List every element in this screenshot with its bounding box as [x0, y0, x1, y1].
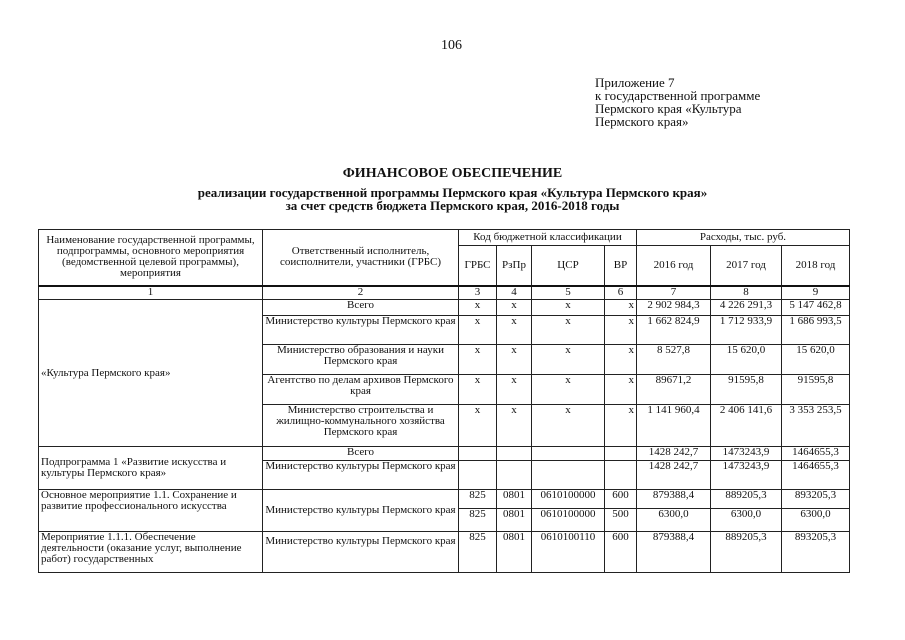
cell-2016: 879388,4 [637, 490, 711, 509]
header-year-2018: 2018 год [782, 246, 850, 286]
cell-2016: 1 662 824,9 [637, 316, 711, 345]
cell-csr: 0610100000 [532, 509, 605, 532]
cell-2017: 4 226 291,3 [711, 300, 782, 316]
header-budget-code: Код бюджетной классификации [459, 230, 637, 246]
cell-vr [605, 461, 637, 490]
cell-2016: 6300,0 [637, 509, 711, 532]
cell-2016: 879388,4 [637, 532, 711, 573]
event-name: Мероприятие 1.1.1. Обеспечение деятельности (оказание услуг, выполнение работ) государственных [39, 532, 263, 573]
cell-rzpr [497, 447, 532, 461]
header-expenses: Расходы, тыс. руб. [637, 230, 850, 246]
cell-2016: 1 141 960,4 [637, 405, 711, 447]
row-who: Министерство культуры Пермского края [263, 490, 459, 532]
cell-csr: х [532, 316, 605, 345]
table-row [39, 447, 850, 461]
subtitle-line-2: за счет средств бюджета Пермского края, 2016-2018 годы [285, 198, 620, 213]
column-number: 1 [39, 286, 263, 300]
table-row [39, 532, 850, 573]
appendix-line: Пермского края «Культура [595, 101, 742, 116]
cell-2016: 89671,2 [637, 375, 711, 405]
cell-vr: х [605, 375, 637, 405]
cell-grbs [459, 447, 497, 461]
row-who: Министерство образования и науки Пермского края [263, 345, 459, 375]
cell-vr: 600 [605, 532, 637, 573]
cell-grbs: х [459, 345, 497, 375]
appendix-line: Пермского края» [595, 114, 689, 129]
cell-2016: 8 527,8 [637, 345, 711, 375]
column-number: 6 [605, 286, 637, 300]
header-responsible: Ответственный исполнитель, соисполнители, участники (ГРБС) [263, 230, 459, 286]
cell-2017: 1473243,9 [711, 461, 782, 490]
cell-vr: х [605, 405, 637, 447]
document-title: ФИНАНСОВОЕ ОБЕСПЕЧЕНИЕ [342, 166, 563, 181]
cell-2018: 15 620,0 [782, 345, 850, 375]
header-grbs: ГРБС [459, 246, 497, 286]
row-who: Всего [263, 300, 459, 316]
cell-vr: 600 [605, 490, 637, 509]
cell-vr: х [605, 300, 637, 316]
cell-csr: 0610100110 [532, 532, 605, 573]
header-vr: ВР [605, 246, 637, 286]
cell-grbs [459, 461, 497, 490]
cell-2018: 1464655,3 [782, 461, 850, 490]
appendix-line: к государственной программе [595, 88, 761, 103]
cell-grbs: х [459, 300, 497, 316]
cell-2018: 893205,3 [782, 490, 850, 509]
cell-2017: 1 712 933,9 [711, 316, 782, 345]
cell-2017: 2 406 141,6 [711, 405, 782, 447]
financing-table [38, 229, 850, 573]
column-number: 2 [263, 286, 459, 300]
cell-csr [532, 447, 605, 461]
cell-2017: 15 620,0 [711, 345, 782, 375]
column-number: 8 [711, 286, 782, 300]
cell-csr: 0610100000 [532, 490, 605, 509]
cell-rzpr: 0801 [497, 490, 532, 509]
cell-csr: х [532, 405, 605, 447]
header-year-2016: 2016 год [637, 246, 711, 286]
subtitle-line-1: реализации государственной программы Пермского края «Культура Пермского края» [197, 185, 708, 200]
cell-grbs: 825 [459, 509, 497, 532]
cell-vr: х [605, 316, 637, 345]
cell-2018: 5 147 462,8 [782, 300, 850, 316]
cell-csr: х [532, 300, 605, 316]
document-subtitle [0, 186, 905, 212]
cell-2018: 6300,0 [782, 509, 850, 532]
cell-2017: 1473243,9 [711, 447, 782, 461]
cell-2018: 3 353 253,5 [782, 405, 850, 447]
column-number: 9 [782, 286, 850, 300]
header-rzpr: РзПр [497, 246, 532, 286]
cell-grbs: х [459, 405, 497, 447]
row-who: Министерство культуры Пермского края [263, 532, 459, 573]
cell-vr: х [605, 345, 637, 375]
cell-rzpr: х [497, 316, 532, 345]
cell-rzpr: 0801 [497, 532, 532, 573]
cell-2018: 1464655,3 [782, 447, 850, 461]
main-event-name: Основное мероприятие 1.1. Сохранение и развитие профессионального искусства [39, 490, 263, 532]
appendix-note [595, 76, 760, 128]
program-name: «Культура Пермского края» [39, 300, 263, 447]
row-who: Министерство строительства и жилищно-коммунального хозяйства Пермского края [263, 405, 459, 447]
cell-2017: 91595,8 [711, 375, 782, 405]
cell-rzpr: х [497, 375, 532, 405]
cell-csr [532, 461, 605, 490]
cell-2018: 1 686 993,5 [782, 316, 850, 345]
row-who: Агентство по делам архивов Пермского края [263, 375, 459, 405]
header-year-2017: 2017 год [711, 246, 782, 286]
cell-2018: 893205,3 [782, 532, 850, 573]
column-number: 5 [532, 286, 605, 300]
subprogram-name: Подпрограмма 1 «Развитие искусства и культуры Пермского края» [39, 447, 263, 490]
cell-grbs: 825 [459, 490, 497, 509]
row-who: Министерство культуры Пермского края [263, 316, 459, 345]
cell-grbs: х [459, 375, 497, 405]
cell-2016: 1428 242,7 [637, 447, 711, 461]
page-number: 106 [441, 38, 462, 53]
column-number: 3 [459, 286, 497, 300]
cell-vr [605, 447, 637, 461]
cell-rzpr: 0801 [497, 509, 532, 532]
cell-2017: 6300,0 [711, 509, 782, 532]
cell-2017: 889205,3 [711, 532, 782, 573]
row-who: Всего [263, 447, 459, 461]
table-row [39, 490, 850, 509]
column-number: 7 [637, 286, 711, 300]
cell-2016: 2 902 984,3 [637, 300, 711, 316]
cell-rzpr [497, 461, 532, 490]
cell-csr: х [532, 345, 605, 375]
header-name: Наименование государственной программы, подпрограммы, основного мероприятия (ведомственной целевой программы), мероприятия [39, 230, 263, 286]
cell-2016: 1428 242,7 [637, 461, 711, 490]
appendix-line: Приложение 7 [595, 75, 675, 90]
cell-vr: 500 [605, 509, 637, 532]
cell-2018: 91595,8 [782, 375, 850, 405]
cell-2017: 889205,3 [711, 490, 782, 509]
cell-rzpr: х [497, 405, 532, 447]
row-who: Министерство культуры Пермского края [263, 461, 459, 490]
header-csr: ЦСР [532, 246, 605, 286]
cell-grbs: 825 [459, 532, 497, 573]
table-row [39, 300, 850, 316]
cell-grbs: х [459, 316, 497, 345]
cell-csr: х [532, 375, 605, 405]
column-number: 4 [497, 286, 532, 300]
cell-rzpr: х [497, 300, 532, 316]
cell-rzpr: х [497, 345, 532, 375]
